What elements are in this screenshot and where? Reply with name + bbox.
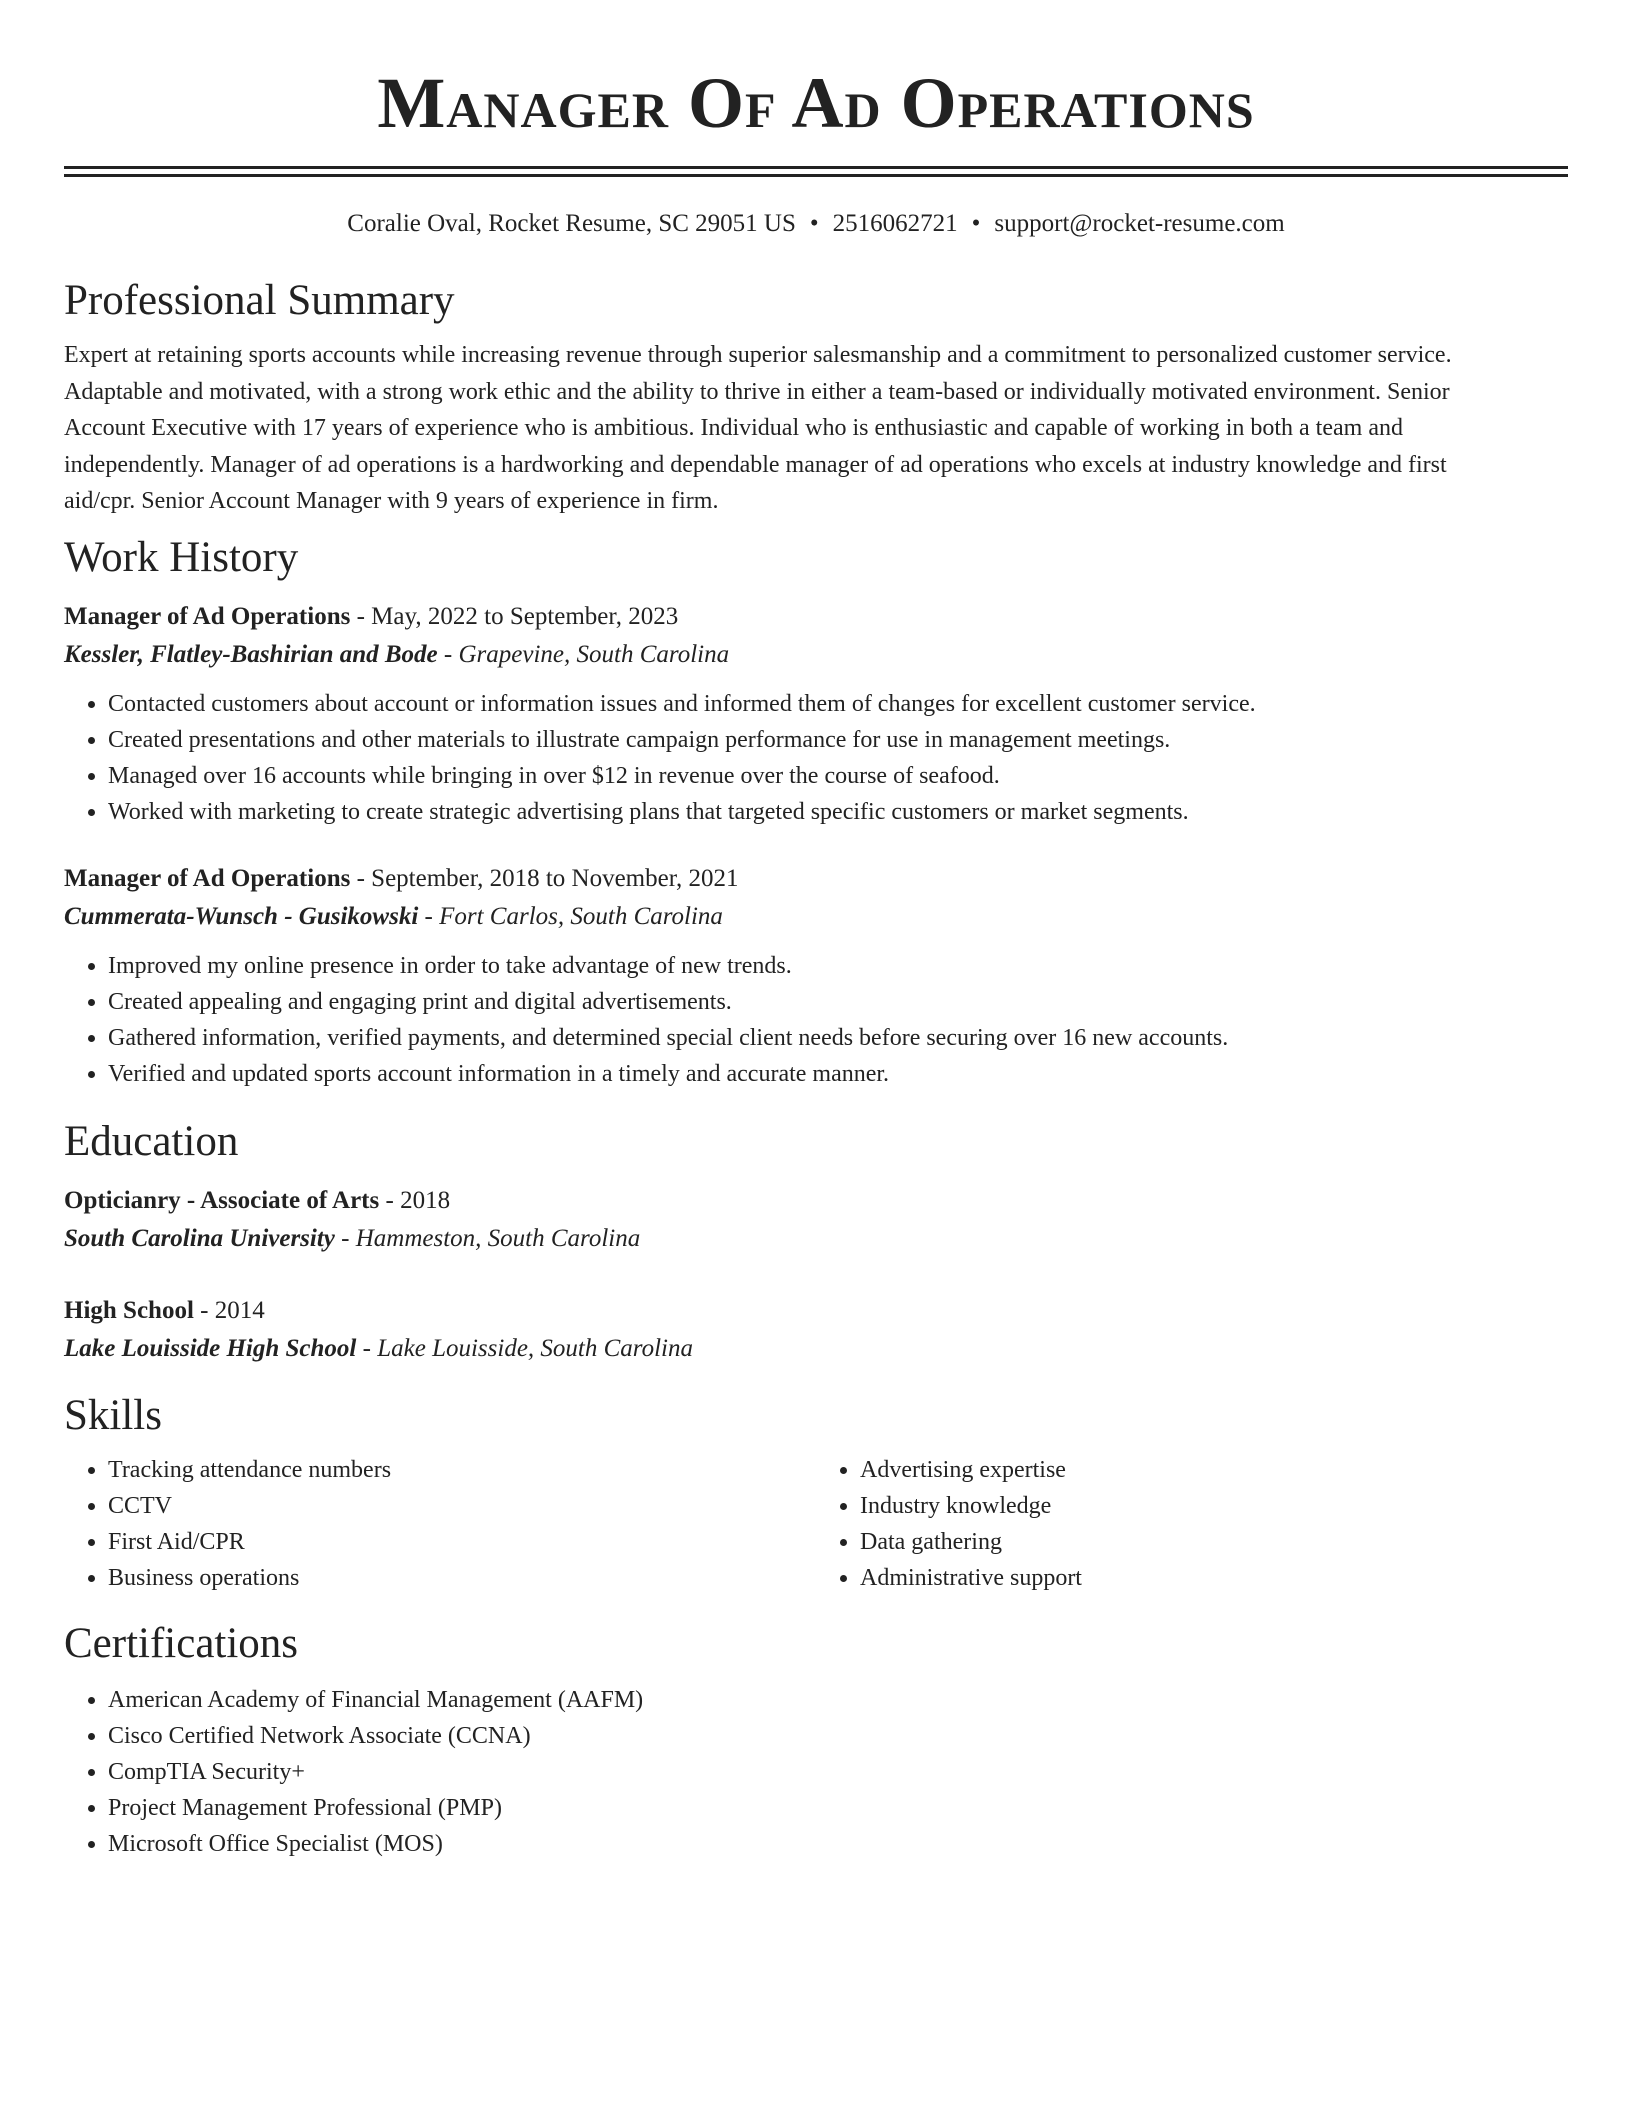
certifications-heading: Certifications — [64, 1619, 299, 1667]
skills-grid — [64, 1452, 1568, 1596]
work-history-section — [64, 532, 1568, 1092]
certifications-list — [64, 1682, 1568, 1862]
skill-item: • Business operations — [108, 1560, 816, 1596]
certification-item: • American Academy of Financial Management (AAFM) — [108, 1682, 1568, 1718]
job-dates: May, 2022 to September, 2023 — [371, 602, 679, 630]
job-bullets — [64, 686, 1568, 830]
job-bullet: • Contacted customers about account or information issues and informed them of changes for excellent customer service. — [108, 686, 1568, 722]
skill-item: • CCTV — [108, 1488, 816, 1524]
skills-column-left — [64, 1452, 816, 1596]
contact-email: support@rocket-resume.com — [994, 210, 1285, 237]
job-company-line: Cummerata-Wunsch - Gusikowski - Fort Carlos, South Carolina — [64, 902, 723, 930]
job-bullet: • Created presentations and other materials to illustrate campaign performance for use in management meetings. — [108, 722, 1568, 758]
contact-line — [64, 207, 1568, 241]
education-degree: Opticianry - Associate of Arts — [64, 1186, 380, 1214]
job-title: Manager of Ad Operations — [64, 864, 351, 892]
education-heading: Education — [64, 1117, 239, 1165]
education-year: 2018 — [400, 1186, 451, 1214]
skills-section — [64, 1390, 1568, 1596]
skill-item: • Advertising expertise — [860, 1452, 1568, 1488]
job-bullet: • Improved my online presence in order to take advantage of new trends. — [108, 948, 1568, 984]
summary-heading: Professional Summary — [64, 277, 455, 324]
education-school: South Carolina University — [64, 1224, 335, 1252]
job-location: Fort Carlos, South Carolina — [439, 902, 723, 930]
education-year: 2014 — [214, 1296, 265, 1324]
education-degree: High School — [64, 1296, 194, 1324]
contact-separator: • — [971, 210, 981, 237]
certification-item: • Cisco Certified Network Associate (CCNA) — [108, 1718, 1568, 1754]
job-company: Kessler, Flatley-Bashirian and Bode — [64, 640, 438, 668]
resume-page — [64, 0, 1568, 1862]
education-entry — [64, 1182, 1568, 1258]
job-bullets — [64, 948, 1568, 1092]
contact-phone: 2516062721 — [832, 210, 958, 237]
job-title-line: Manager of Ad Operations - May, 2022 to September, 2023 — [64, 602, 679, 630]
education-school-line: Lake Louisside High School - Lake Louisside, South Carolina — [64, 1334, 693, 1362]
job-title-line: Manager of Ad Operations - September, 2018 to November, 2021 — [64, 864, 739, 892]
job-dates: September, 2018 to November, 2021 — [371, 864, 739, 892]
certification-item: • Project Management Professional (PMP) — [108, 1790, 1568, 1826]
resume-title: Manager Of Ad Operations — [377, 63, 1255, 143]
skills-column-right — [816, 1452, 1568, 1596]
certification-item: • Microsoft Office Specialist (MOS) — [108, 1826, 1568, 1862]
contact-address: Coralie Oval, Rocket Resume, SC 29051 US — [347, 210, 796, 237]
job-bullet: • Verified and updated sports account information in a timely and accurate manner. — [108, 1056, 1568, 1092]
job-title: Manager of Ad Operations — [64, 602, 351, 630]
certification-item: • CompTIA Security+ — [108, 1754, 1568, 1790]
skill-item: • First Aid/CPR — [108, 1524, 816, 1560]
work-history-heading: Work History — [64, 533, 299, 581]
job-company-line: Kessler, Flatley-Bashirian and Bode - Grapevine, South Carolina — [64, 640, 730, 668]
skills-heading: Skills — [64, 1391, 162, 1439]
certifications-section — [64, 1618, 1568, 1862]
summary-text: Expert at retaining sports accounts while increasing revenue through superior salesmanship and a commitment to personalized customer service. Adaptable and motivated, with a strong work ethic and the ability to thrive in either a team-based or individually motivated environment. Senior Account Executive with 17 years of experience who is ambitious. Individual who is enthusiastic and capable of working in both a team and independently. Manager of ad operations is a hardworking and dependable manager of ad operations who excels at industry knowledge and first aid/cpr. Senior Account Manager with 9 years of experience in firm. — [64, 342, 1452, 514]
job-company: Cummerata-Wunsch - Gusikowski — [64, 902, 419, 930]
summary-section — [64, 275, 1568, 520]
education-school-line: South Carolina University - Hammeston, South Carolina — [64, 1224, 641, 1252]
skill-item: • Data gathering — [860, 1524, 1568, 1560]
job-entry — [64, 598, 1568, 830]
education-degree-line: Opticianry - Associate of Arts - 2018 — [64, 1186, 451, 1214]
job-bullet: • Managed over 16 accounts while bringing in over $12 in revenue over the course of seafood. — [108, 758, 1568, 794]
job-location: Grapevine, South Carolina — [458, 640, 730, 668]
education-degree-line: High School - 2014 — [64, 1296, 265, 1324]
job-entry — [64, 860, 1568, 1092]
title-double-rule — [64, 166, 1568, 177]
skill-item: • Tracking attendance numbers — [108, 1452, 816, 1488]
job-bullet: • Gathered information, verified payments, and determined special client needs before securing over 16 new accounts. — [108, 1020, 1568, 1056]
education-entry — [64, 1292, 1568, 1368]
education-section — [64, 1116, 1568, 1368]
job-bullet: • Worked with marketing to create strategic advertising plans that targeted specific customers or market segments. — [108, 794, 1568, 830]
education-school: Lake Louisside High School — [64, 1334, 357, 1362]
job-bullet: • Created appealing and engaging print and digital advertisements. — [108, 984, 1568, 1020]
education-location: Lake Louisside, South Carolina — [377, 1334, 693, 1362]
skill-item: • Administrative support — [860, 1560, 1568, 1596]
skill-item: • Industry knowledge — [860, 1488, 1568, 1524]
education-location: Hammeston, South Carolina — [355, 1224, 641, 1252]
contact-separator: • — [809, 210, 819, 237]
